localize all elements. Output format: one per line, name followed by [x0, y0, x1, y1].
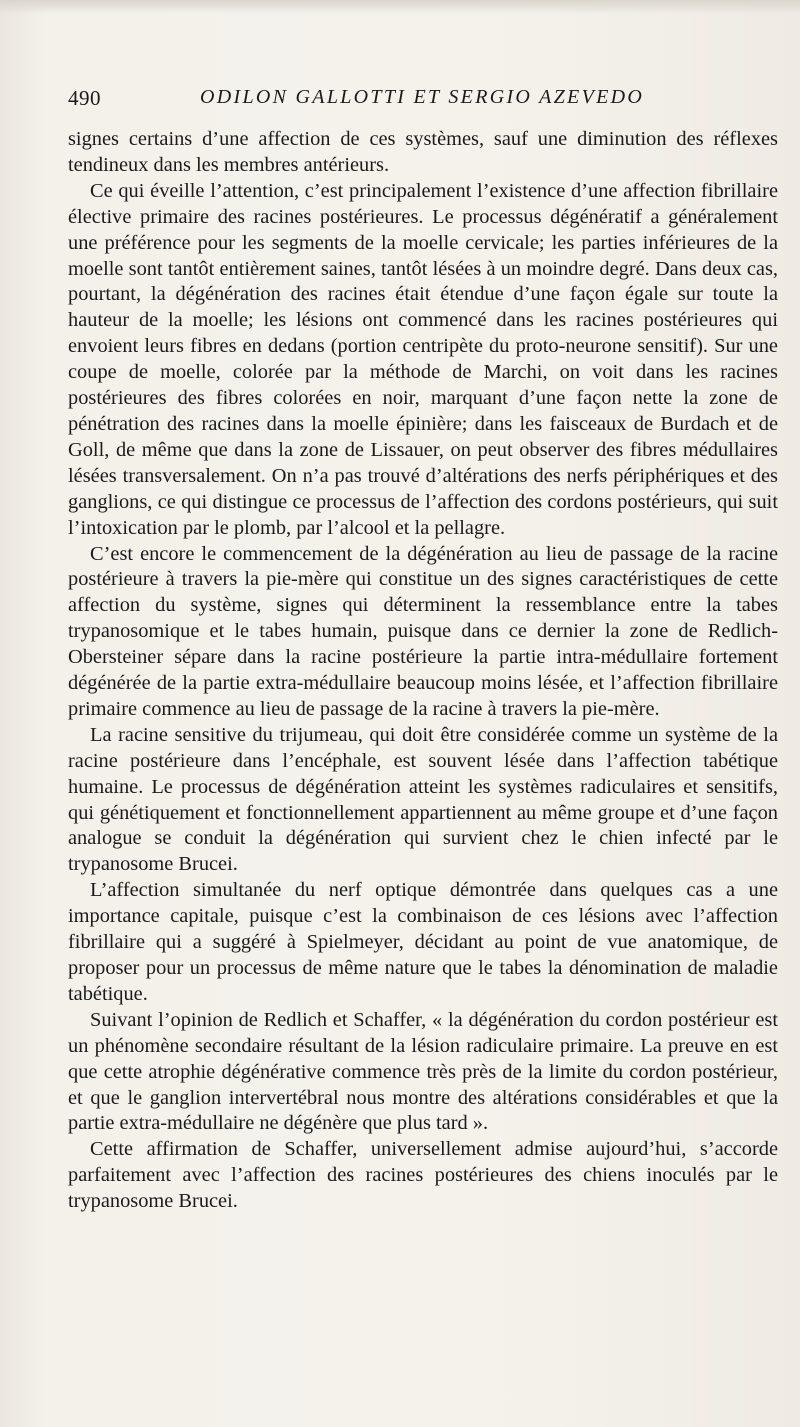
- paragraph-2: Ce qui éveille l’attention, c’est principalement l’existence d’une affection fibrillaire élective primaire des racines postérieures. Le processus dégénératif a généralement une préférence pour les segments de la moelle cervicale; les parties inférieures de la moelle sont tantôt entièrement saines, tantôt lésées à un moindre degré. Dans deux cas, pourtant, la dégénération des racines était étendue d’une façon égale sur toute la hauteur de la moelle; les lésions ont commencé dans les racines postérieures qui envoient leurs fibres en dedans (portion centripète du proto-neurone sensitif). Sur une coupe de moelle, colorée par la méthode de Marchi, on voit dans les racines postérieures des fibres colorées en noir, marquant d’une façon nette la zone de pénétration des racines dans la moelle épinière; dans les faisceaux de Burdach et de Goll, de même que dans la zone de Lissauer, on peut observer des fibres médullaires lésées transversalement. On n’a pas trouvé d’altérations des nerfs périphériques et des ganglions, ce qui distingue ce processus de l’affection des cordons postérieurs, qui suit l’intoxication par le plomb, par l’alcool et la pellagre.: [68, 179, 778, 539]
- paragraph-5: L’affection simultanée du nerf optique démontrée dans quelques cas a une importance capitale, puisque c’est la combinaison de ces lésions avec l’affection fibrillaire qui a suggéré à Spielmeyer, décidant au point de vue anatomique, de proposer pour un processus de même nature que le tabes la dénomination de maladie tabétique.: [68, 879, 778, 1005]
- running-title: ODILON GALLOTTI ET SERGIO AZEVEDO: [200, 86, 645, 108]
- paragraph-1: signes certains d’une affection de ces systèmes, sauf une diminution des réflexes tendineux dans les membres antérieurs.: [68, 128, 778, 176]
- paragraph-6: Suivant l’opinion de Redlich et Schaffer, « la dégénération du cordon postérieur est un phénomène secondaire résultant de la lésion radiculaire primaire. La preuve en est que cette atrophie dégénérative commence très près de la limite du cordon postérieur, et que le ganglion intervertébral nous montre des altérations considérables et que la partie extra-médullaire ne dégénère que plus tard ».: [68, 1008, 778, 1135]
- paragraph-3: C’est encore le commencement de la dégénération au lieu de passage de la racine postérieure à travers la pie-mère qui constitue un des signes caractéristiques de cette affection du système, signes qui déterminent la ressemblance entre la tabes trypanosomique et le tabes humain, puisque dans ce dernier la zone de Redlich-Obersteiner sépare dans la racine postérieure la partie intra-médullaire fortement dégénérée de la partie extra-médullaire beaucoup moins lésée, et l’affection fibrillaire primaire commence au lieu de passage de la racine à travers la pie-mère.: [68, 542, 778, 720]
- page-header: [68, 86, 778, 116]
- paragraph-7: Cette affirmation de Schaffer, universellement admise aujourd’hui, s’accorde parfaitement avec l’affection des racines postérieures des chiens inoculés par le trypanosome Brucei.: [68, 1138, 778, 1213]
- body-text: [68, 127, 778, 1215]
- paragraph-4: La racine sensitive du trijumeau, qui doit être considérée comme un système de la racine postérieure dans l’encéphale, est souvent lésée dans l’affection tabétique humaine. Le processus de dégénération atteint les systèmes radiculaires et sensitifs, qui génétiquement et fonctionnellement appartiennent au même groupe et d’une façon analogue se conduit la dégénération qui survient chez le chien infecté par le trypanosome Brucei.: [68, 723, 778, 876]
- page-top-edge: [0, 0, 800, 14]
- page-number: 490: [68, 86, 101, 110]
